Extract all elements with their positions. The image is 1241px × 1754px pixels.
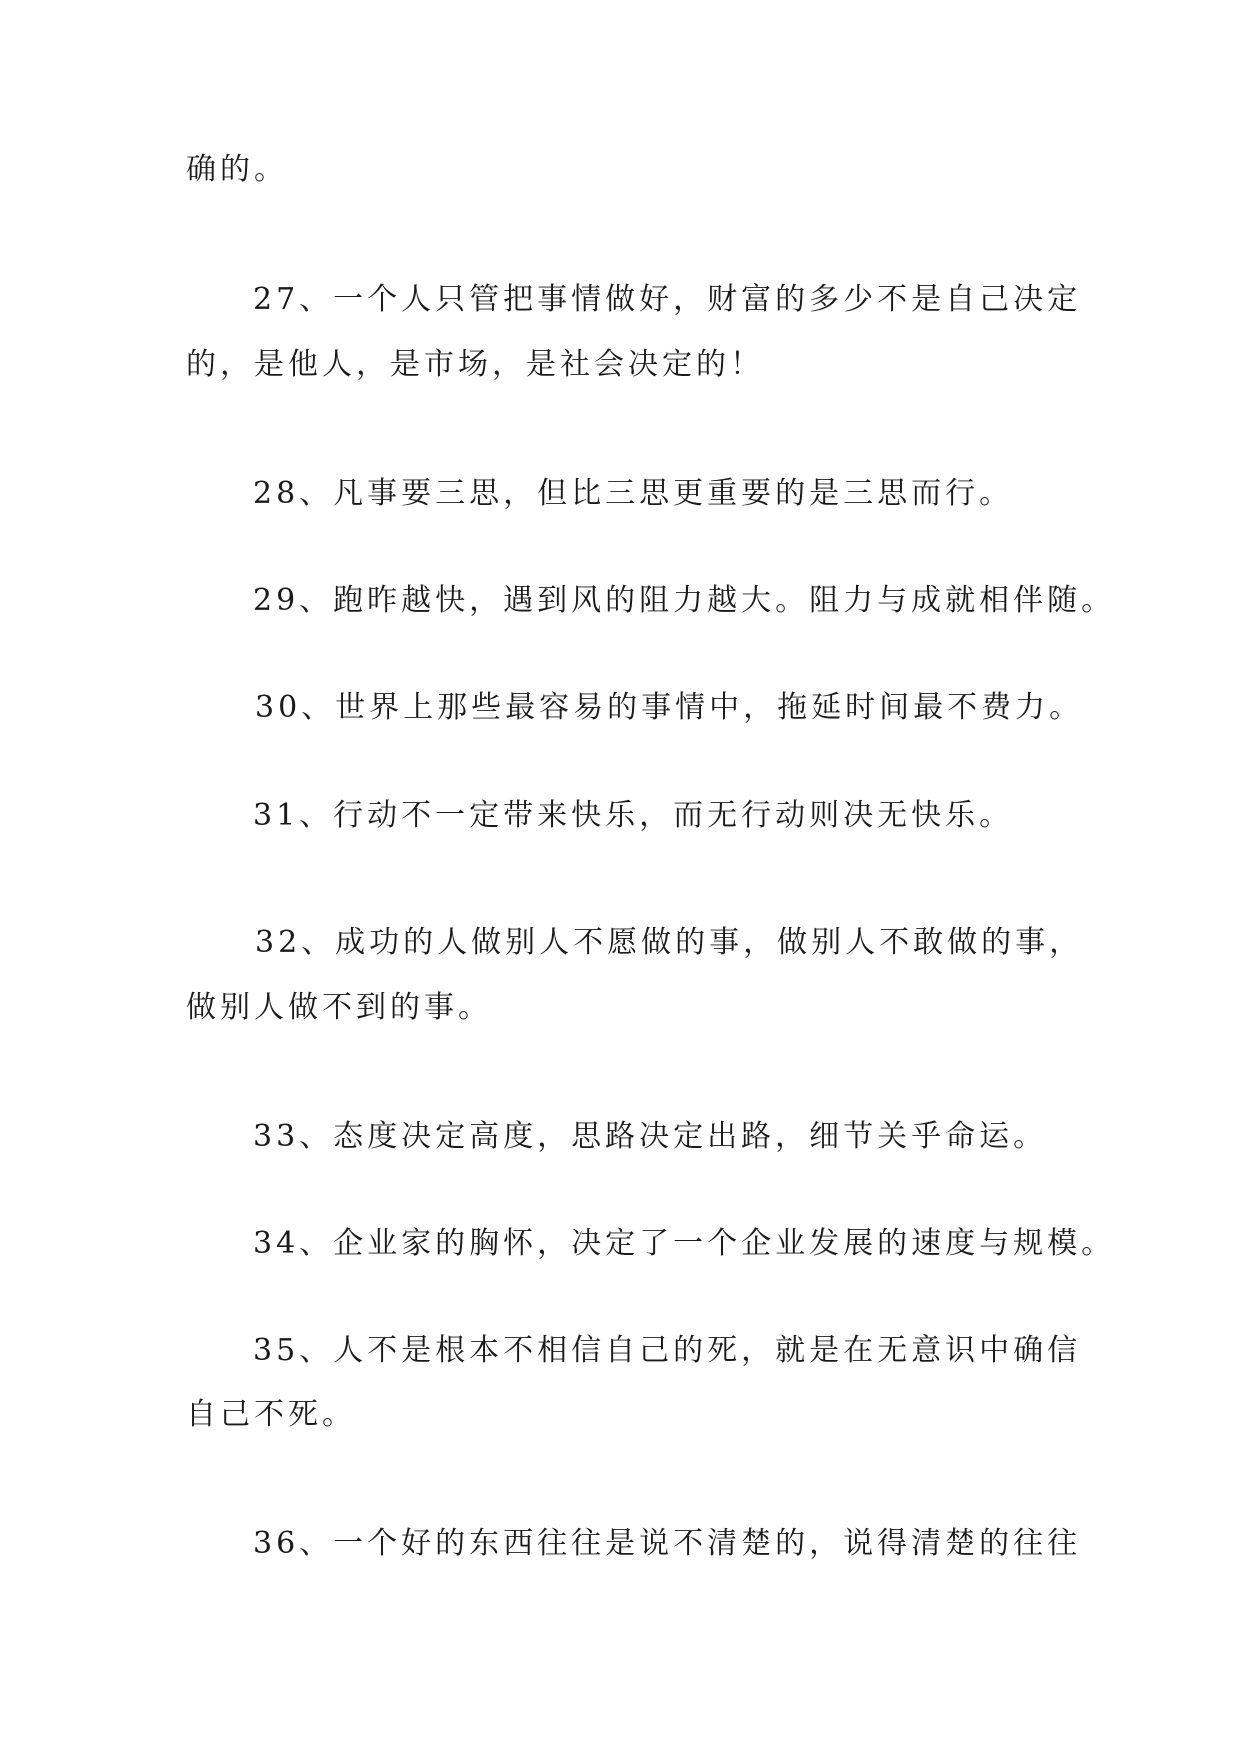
quote-35-line-1: 35、人不是根本不相信自己的死，就是在无意识中确信 bbox=[253, 1333, 1082, 1368]
quote-33: 33、态度决定高度，思路决定出路，细节关乎命运。 bbox=[253, 1119, 1048, 1154]
quote-35-line-2: 自己不死。 bbox=[186, 1397, 356, 1432]
text-line-continuation: 确的。 bbox=[186, 152, 288, 187]
quote-27-line-1: 27、一个人只管把事情做好，财富的多少不是自己决定 bbox=[253, 282, 1082, 317]
quote-29: 29、跑昨越快，遇到风的阻力越大。阻力与成就相伴随。 bbox=[253, 583, 1116, 618]
quote-28: 28、凡事要三思，但比三思更重要的是三思而行。 bbox=[253, 476, 1014, 511]
quote-36-line-1: 36、一个好的东西往往是说不清楚的，说得清楚的往往 bbox=[253, 1526, 1082, 1561]
quote-31: 31、行动不一定带来快乐，而无行动则决无快乐。 bbox=[253, 798, 1014, 833]
quote-34: 34、企业家的胸怀，决定了一个企业发展的速度与规模。 bbox=[253, 1226, 1116, 1261]
quote-32-line-1: 32、成功的人做别人不愿做的事，做别人不敢做的事， bbox=[255, 925, 1084, 960]
quote-27-line-2: 的，是他人，是市场，是社会决定的！ bbox=[186, 347, 764, 382]
quote-32-line-2: 做别人做不到的事。 bbox=[186, 990, 492, 1025]
quote-30: 30、世界上那些最容易的事情中，拖延时间最不费力。 bbox=[255, 690, 1084, 725]
